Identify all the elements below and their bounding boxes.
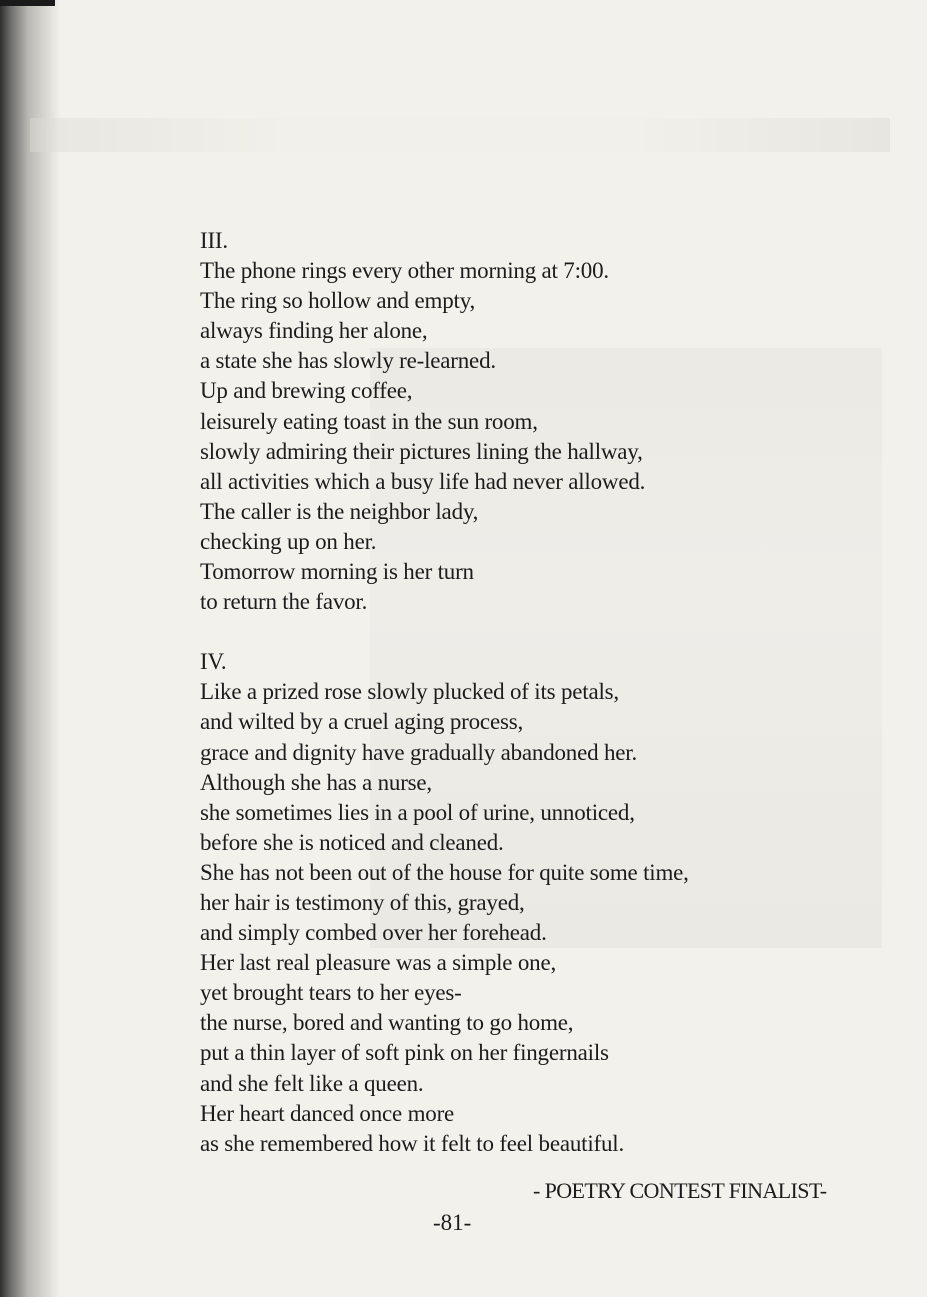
poem-line: Her heart danced once more [200,1100,455,1126]
poem [200,226,900,1159]
poem-line: Although she has a nurse, [200,769,432,795]
poem-line: before she is noticed and cleaned. [200,829,504,855]
poem-line: all activities which a busy life had never allowed. [200,468,646,494]
stanza-number: III. [200,228,228,253]
poem-line: a state she has slowly re-learned. [200,348,496,374]
poem-line: Her last real pleasure was a simple one, [200,950,557,976]
contest-credit: - POETRY CONTEST FINALIST- [533,1178,827,1203]
poem-line: grace and dignity have gradually abandoned her. [200,739,638,765]
poem-line: She has not been out of the house for quite some time, [200,859,689,885]
poem-line: and she felt like a queen. [200,1070,424,1096]
poem-line: put a thin layer of soft pink on her fingernails [200,1040,609,1066]
poem-line: and wilted by a cruel aging process, [200,709,523,735]
poem-line: Like a prized rose slowly plucked of its petals, [200,679,619,705]
page-edge [0,0,55,6]
poem-line: to return the favor. [200,589,368,615]
poem-line: always finding her alone, [200,318,428,344]
binding-shadow [0,0,60,1297]
poem-line: her hair is testimony of this, grayed, [200,889,525,915]
poem-line: she sometimes lies in a pool of urine, unnoticed, [200,799,635,825]
page-number: -81- [433,1210,472,1235]
bleed-through-heading [30,118,890,152]
stanza-iii [200,226,900,617]
poem-line: the nurse, bored and wanting to go home, [200,1010,574,1036]
stanza-iv [200,647,900,1159]
stanza-number: IV. [200,649,227,675]
stanza-gap [200,617,900,647]
poem-line: The caller is the neighbor lady, [200,498,479,524]
poem-line: checking up on her. [200,528,377,554]
poem-line: slowly admiring their pictures lining the hallway, [200,438,643,464]
poem-line: as she remembered how it felt to feel beautiful. [200,1130,625,1156]
poem-line: Tomorrow morning is her turn [200,559,474,585]
poem-line: and simply combed over her forehead. [200,920,547,946]
poem-line: The phone rings every other morning at 7:00. [200,258,609,284]
poem-line: Up and brewing coffee, [200,378,413,404]
poem-line: yet brought tears to her eyes- [200,980,462,1006]
poem-line: The ring so hollow and empty, [200,288,476,314]
poem-line: leisurely eating toast in the sun room, [200,408,538,434]
